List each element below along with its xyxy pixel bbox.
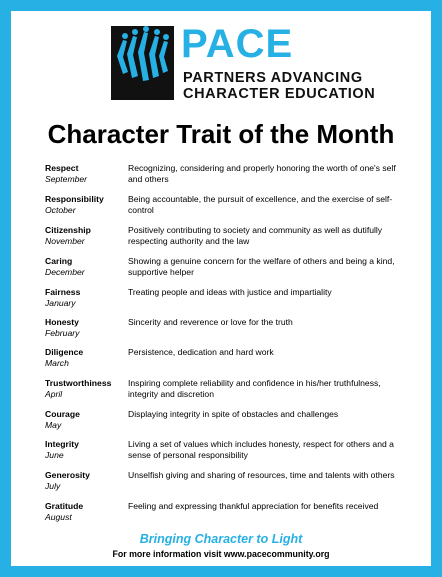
trait-name: Diligence bbox=[45, 347, 84, 357]
trait-name: Trustworthiness bbox=[45, 378, 112, 388]
trait-item bbox=[45, 439, 405, 469]
trait-item bbox=[45, 409, 405, 439]
trait-description: Showing a genuine concern for the welfare of others and being a kind, supportive helper bbox=[128, 256, 395, 277]
trait-name: Caring bbox=[45, 256, 73, 266]
trait-name: Respect bbox=[45, 163, 79, 173]
trait-month: August bbox=[45, 512, 72, 522]
trait-item bbox=[45, 287, 405, 317]
trait-month: October bbox=[45, 205, 76, 215]
trait-month: July bbox=[45, 481, 61, 491]
trait-name: Generosity bbox=[45, 470, 90, 480]
trait-item bbox=[45, 256, 405, 286]
trait-month: June bbox=[45, 450, 64, 460]
trait-name: Gratitude bbox=[45, 501, 84, 511]
trait-name: Citizenship bbox=[45, 225, 91, 235]
trait-month: September bbox=[45, 174, 88, 184]
trait-month: May bbox=[45, 420, 62, 430]
tagline: Bringing Character to Light bbox=[139, 532, 303, 546]
pace-logo bbox=[111, 22, 376, 102]
trait-name: Honesty bbox=[45, 317, 79, 327]
trait-item bbox=[45, 378, 405, 408]
trait-description: Living a set of values which includes honesty, respect for others and a sense of personal responsibility bbox=[128, 439, 394, 460]
page-title: Character Trait of the Month bbox=[47, 119, 395, 149]
logo-subtitle-line-1: PARTNERS ADVANCING bbox=[183, 70, 363, 86]
trait-month: February bbox=[45, 328, 80, 338]
trait-name: Responsibility bbox=[45, 194, 104, 204]
trait-description: Displaying integrity in spite of obstacles and challenges bbox=[128, 409, 339, 419]
trait-item bbox=[45, 194, 405, 224]
trait-name: Courage bbox=[45, 409, 80, 419]
trait-month: November bbox=[45, 236, 85, 246]
raised-hands-logo-icon bbox=[111, 26, 174, 100]
trait-description: Feeling and expressing thankful appreciation for benefits received bbox=[128, 501, 379, 511]
website-info: For more information visit www.pacecommunity.org bbox=[112, 549, 330, 559]
trait-month: January bbox=[45, 298, 76, 308]
trait-month: April bbox=[45, 389, 63, 399]
trait-description: Persistence, dedication and hard work bbox=[128, 347, 274, 357]
trait-item bbox=[45, 163, 405, 193]
trait-name: Fairness bbox=[45, 287, 81, 297]
trait-item bbox=[45, 501, 405, 531]
trait-month: December bbox=[45, 267, 85, 277]
trait-description: Inspiring complete reliability and confidence in his/her truthfulness, integrity and discretion bbox=[128, 378, 381, 399]
trait-name: Integrity bbox=[45, 439, 79, 449]
trait-month: March bbox=[45, 358, 69, 368]
trait-description: Treating people and ideas with justice and impartiality bbox=[128, 287, 332, 297]
trait-item bbox=[45, 225, 405, 255]
logo-wordmark: PACE bbox=[181, 22, 294, 66]
trait-item bbox=[45, 317, 405, 347]
logo-subtitle-line-2: CHARACTER EDUCATION bbox=[183, 86, 376, 102]
trait-item bbox=[45, 470, 405, 500]
trait-description: Sincerity and reverence or love for the truth bbox=[128, 317, 293, 327]
trait-description: Unselfish giving and sharing of resources, time and talents with others bbox=[128, 470, 395, 480]
trait-item bbox=[45, 347, 405, 377]
trait-description: Recognizing, considering and properly honoring the worth of one's self and others bbox=[128, 163, 396, 184]
trait-description: Positively contributing to society and community as well as dutifully respecting authority and the law bbox=[128, 225, 383, 246]
trait-description: Being accountable, the pursuit of excellence, and the exercise of self-control bbox=[128, 194, 393, 215]
